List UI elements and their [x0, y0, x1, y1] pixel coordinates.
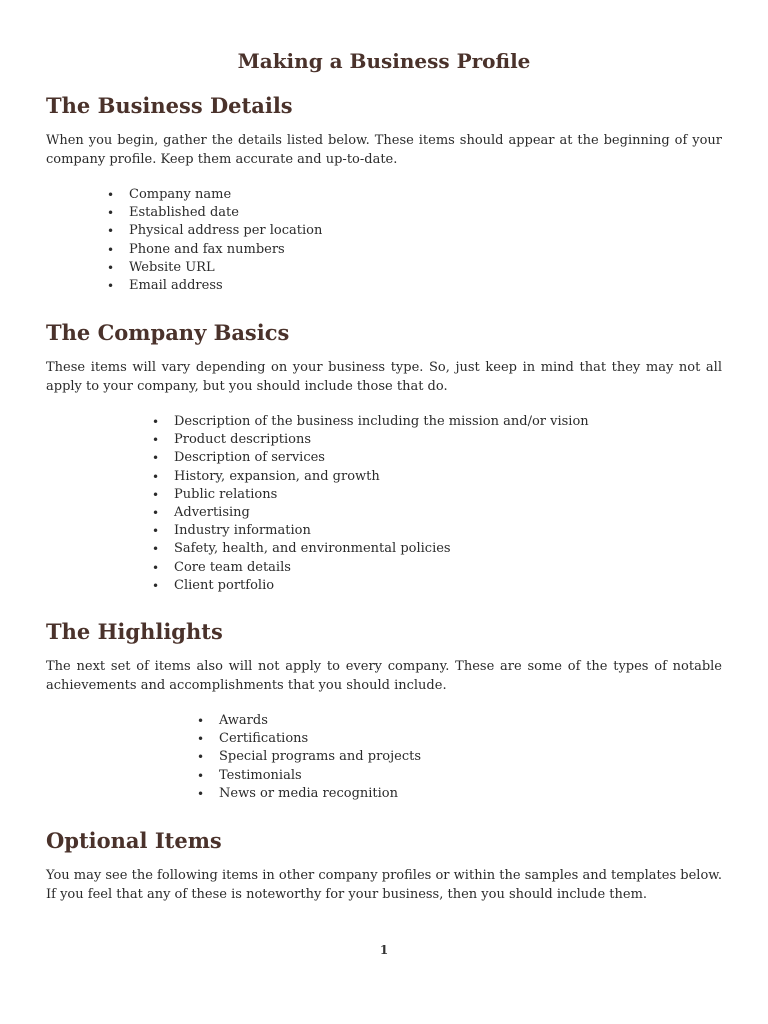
list-item: • Awards	[219, 712, 722, 730]
list-item: • Core team details	[174, 559, 722, 577]
list-item: • History, expansion, and growth	[174, 468, 722, 486]
bullet-icon: •	[197, 750, 205, 765]
section-heading: The Highlights	[46, 619, 223, 644]
list-item: • Client portfolio	[174, 577, 722, 595]
list-item: • Certifications	[219, 730, 722, 748]
list-item: • Company name	[129, 186, 722, 204]
bullet-icon: •	[152, 578, 160, 593]
section-paragraph: You may see the following items in other company profiles or within the samples and templates below. If you feel that any of these is noteworthy for your business, then you should include them.	[46, 868, 722, 902]
section-optional-items	[46, 827, 722, 904]
list-item: • Testimonials	[219, 767, 722, 785]
bullet-list	[46, 186, 722, 295]
section-heading: Optional Items	[46, 828, 222, 853]
bullet-icon: •	[197, 732, 205, 747]
section-heading: The Business Details	[46, 93, 293, 118]
list-item: • Public relations	[174, 486, 722, 504]
section-paragraph: When you begin, gather the details listed below. These items should appear at the beginning of your company profile. Keep them accurate and up-to-date.	[46, 133, 722, 167]
section-heading: The Company Basics	[46, 320, 290, 345]
bullet-icon: •	[152, 542, 160, 557]
section-company-basics	[46, 319, 722, 595]
bullet-list	[46, 712, 722, 803]
section-paragraph: The next set of items also will not apply to every company. These are some of the types of notable achievements and accomplishments that you should include.	[46, 659, 722, 693]
list-item: • Phone and fax numbers	[129, 241, 722, 259]
bullet-icon: •	[107, 260, 115, 275]
bullet-icon: •	[107, 224, 115, 239]
bullet-icon: •	[152, 451, 160, 466]
list-item: • Established date	[129, 204, 722, 222]
bullet-icon: •	[107, 206, 115, 221]
list-item: • Email address	[129, 277, 722, 295]
bullet-icon: •	[152, 469, 160, 484]
bullet-icon: •	[152, 415, 160, 429]
bullet-icon: •	[152, 524, 160, 539]
list-item: • Website URL	[129, 259, 722, 277]
list-item: • Physical address per location	[129, 222, 722, 240]
list-item: • Special programs and projects	[219, 748, 722, 766]
list-item: • Industry information	[174, 522, 722, 540]
list-item: • Description of services	[174, 449, 722, 467]
bullet-icon: •	[152, 560, 160, 575]
bullet-icon: •	[152, 487, 160, 502]
list-item: • Advertising	[174, 504, 722, 522]
bullet-icon: •	[107, 242, 115, 257]
page-title: Making a Business Profile	[237, 49, 531, 73]
bullet-list	[46, 413, 722, 595]
page-number: 1	[379, 943, 389, 957]
list-item: • Safety, health, and environmental policies	[174, 540, 722, 558]
bullet-icon: •	[197, 714, 205, 728]
bullet-icon: •	[197, 768, 205, 783]
bullet-icon: •	[197, 786, 205, 801]
section-paragraph: These items will vary depending on your business type. So, just keep in mind that they may not all apply to your company, but you should include those that do.	[46, 360, 722, 394]
section-business-details	[46, 92, 722, 295]
list-item: • Description of the business including the mission and/or vision	[174, 413, 722, 431]
section-highlights	[46, 618, 722, 803]
bullet-icon: •	[152, 506, 160, 521]
bullet-icon: •	[107, 188, 115, 202]
list-item: • News or media recognition	[219, 785, 722, 803]
list-item: • Product descriptions	[174, 431, 722, 449]
bullet-icon: •	[107, 279, 115, 294]
bullet-icon: •	[152, 433, 160, 448]
